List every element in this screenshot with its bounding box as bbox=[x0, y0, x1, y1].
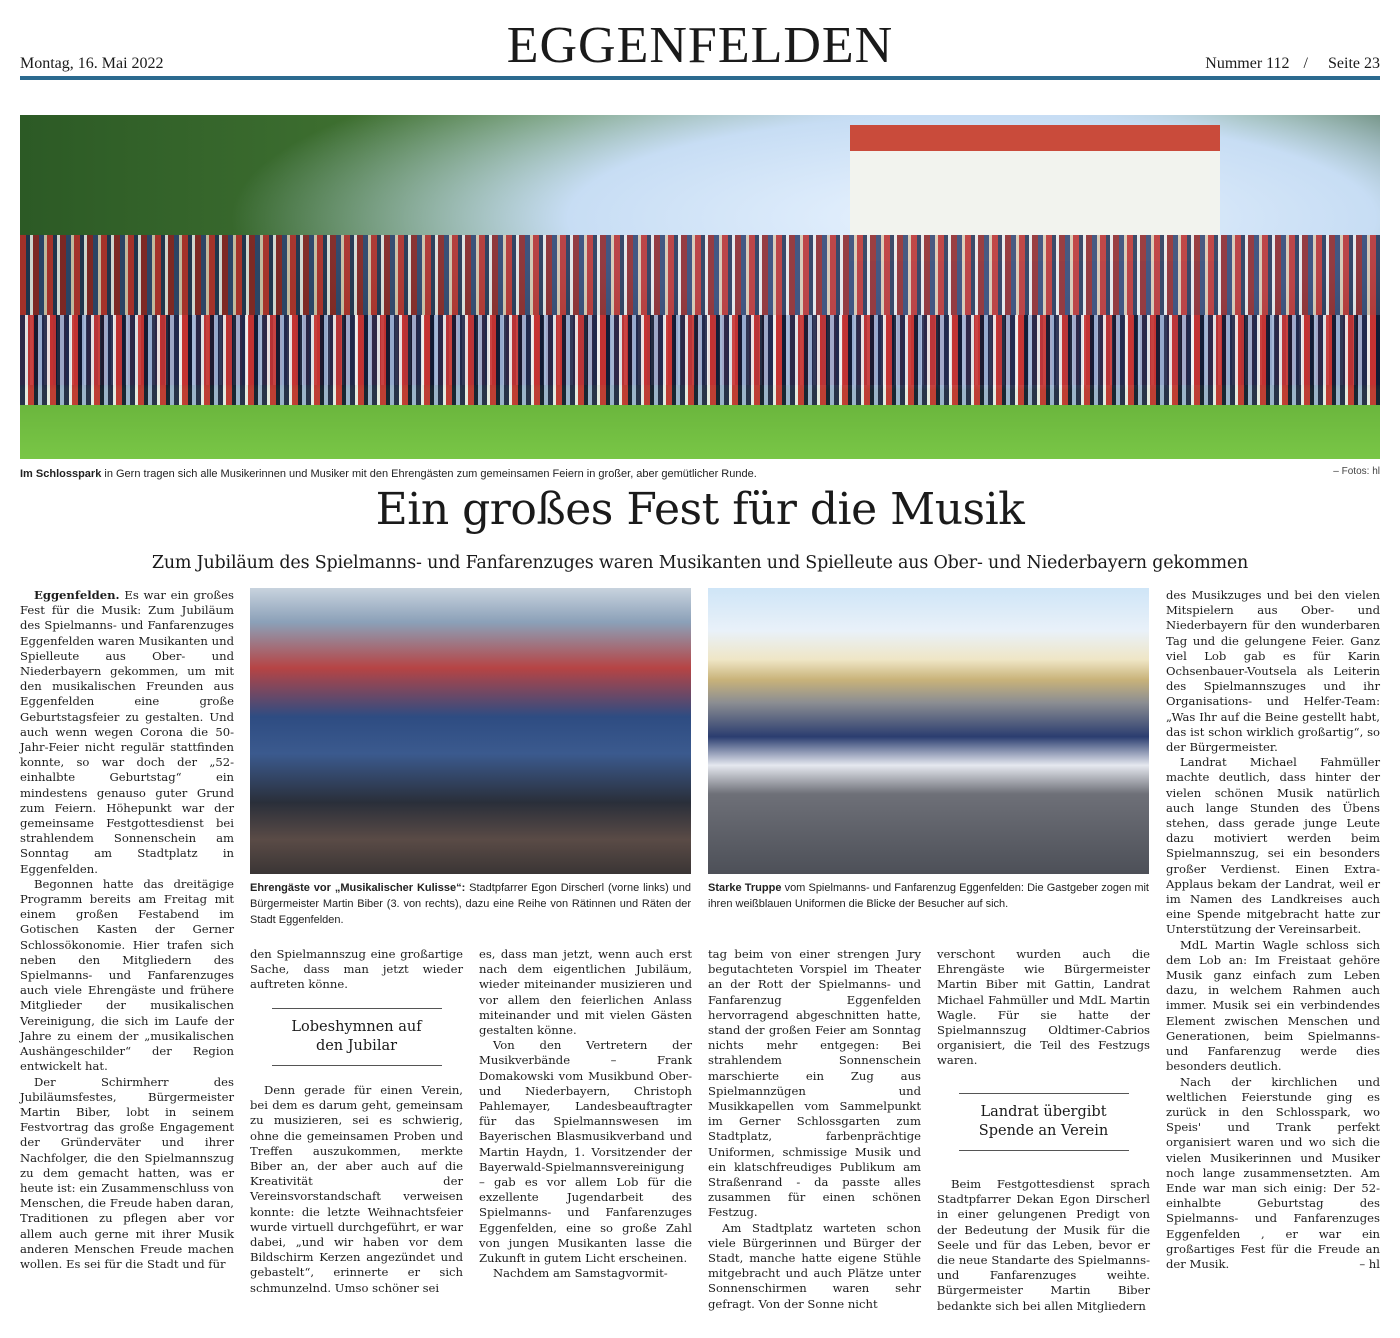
divider bbox=[959, 1150, 1129, 1151]
photo-b-caption-lead: Starke Truppe bbox=[708, 882, 782, 894]
masthead bbox=[20, 0, 1380, 80]
paragraph: Nachdem am Samstagvormit- bbox=[493, 1266, 668, 1281]
paragraph: tag beim von einer strengen Jury begutachteten Vorspiel im Theater an der Rott der Spielmanns- und Fanfarenzug Eggenfelden hervorragend abgeschnitten hatte, stand der großen Feier am Sonntag nichts mehr entgegen: Bei strahlendem Sonnenschein marschierte ein Zug aus Spielmannzügen und Musikkapellen vom Sammelpunkt im Gerner Schlossgarten zum Stadtplatz, farbenprächtige Uniformen, schmissige Musik und ein klatschfreudiges Publikum am Straßenrand - da passte alles zusammen für einen schönen Festzug. bbox=[708, 947, 921, 1220]
photo-a-caption bbox=[250, 880, 691, 928]
intertitle-line: den Jubilar bbox=[315, 1038, 398, 1054]
article-column-5-cont bbox=[937, 1177, 1150, 1314]
intertitle-text bbox=[937, 1094, 1150, 1150]
article-column-4 bbox=[708, 947, 921, 1312]
issue-number: Nummer 112 bbox=[1205, 55, 1290, 72]
main-photo-group-picture bbox=[20, 115, 1380, 459]
paragraph: MdL Martin Wagle schloss sich dem Lob an: Im Freistaat gehöre Musik ganz einfach zum Leben dazu, in welchem Rahmen auch immer. Musik sei ein verbindendes Element zwischen Menschen und Generationen, beim Spielmanns- und Fanfarenzug werde dies besonders deutlich. bbox=[1166, 937, 1380, 1074]
paragraph: Beim Festgottesdienst sprach Stadtpfarrer Dekan Egon Dirscherl in einer gelungenen Predigt von der Bedeutung der Musik für die Seele und für das Leben, bevor er die neue Standarte des Spielmanns- und Fanfarenzuges weihte. Bürgermeister Martin Biber bedankte sich bei allen Mitgliedern bbox=[937, 1177, 1150, 1313]
article-column-2-cont bbox=[250, 1083, 463, 1296]
photo-honored-guests bbox=[250, 588, 691, 874]
intertitle-line: Lobeshymnen auf bbox=[291, 1019, 422, 1035]
main-photo-caption bbox=[20, 466, 757, 482]
paragraph: Am Stadtplatz warteten schon viele Bürgerinnen und Bürger der Stadt, manche hatte eigene Stühle mitgebracht und auch Plätze unter Sonnenschirmen waren sehr gefragt. Von der Sonne nicht bbox=[708, 1220, 921, 1311]
issue-separator: / bbox=[1303, 55, 1308, 72]
article-column-1 bbox=[20, 588, 234, 1272]
photo-credit: – Fotos: hl bbox=[1333, 466, 1380, 477]
paragraph: des Musikzuges und bei den vielen Mitspielern aus Ober- und Niederbayern für den wunderbaren Tag und die gelungene Feier. Ganz viel Lob gab es für Karin Ochsenbauer-Voutsela als Leiterin des Spielmannszuges und ihr Organisations- und Helfer-Team: „Was Ihr auf die Beine gestellt habt, das ist schon wirklich großartig“, so der Bürgermeister. bbox=[1166, 588, 1380, 755]
dateline: Eggenfelden. bbox=[34, 588, 120, 602]
intertitle-line: Spende an Verein bbox=[978, 1123, 1109, 1139]
main-caption-lead: Im Schlosspark bbox=[20, 468, 102, 480]
photo-a-caption-lead: Ehrengäste vor „Musikalischer Kulisse“: bbox=[250, 882, 466, 894]
author-signature: – hl bbox=[1359, 1256, 1380, 1271]
intertitle-line: Landrat übergibt bbox=[980, 1104, 1107, 1120]
paragraph: den Spielmannszug eine großartige Sache, dass man jetzt wieder auftreten könne. bbox=[250, 947, 463, 992]
masthead-rule bbox=[20, 76, 1380, 80]
article-column-3 bbox=[479, 947, 692, 1281]
intertitle-2 bbox=[937, 1093, 1150, 1151]
paragraph: Der Schirmherr des Jubiläumsfestes, Bürgermeister Martin Biber, lobt in seinem Festvortrag das große Engagement der Gründerväter und ihrer Nachfolger, die den Spielmannszug zu dem gemacht hatten, was er heute ist: ein Zusammenschluss von Menschen, die Freude haben daran, Traditionen zu pflegen aber vor allem auch gerne mit ihrer Musik anderen Menschen Freude machen wollen. Es sei für die Stadt und für bbox=[20, 1074, 234, 1271]
paragraph: es, dass man jetzt, wenn auch erst nach dem eigentlichen Jubiläum, wieder miteinander musizieren und vor allem den feierlichen Anlass miteinander und mit vielen Gästen gestalten könne. bbox=[479, 947, 692, 1038]
divider bbox=[272, 1065, 442, 1066]
issue-info bbox=[1199, 55, 1380, 73]
newspaper-section-title: EGGENFELDEN bbox=[506, 17, 894, 74]
paragraph: Denn gerade für einen Verein, bei dem es darum geht, gemeinsam zu musizieren, sei es schwierig, ohne die gemeinsamen Proben und Treffen auszukommen, merkte Biber an, der aber auch auf die Kreativität der Vereinsvorstandschaft verweisen konnte: die letzte Weihnachtsfeier wurde virtuell durchgeführt, er war dabei, „und wir haben vor dem Bildschirm Kerzen angezündet und gebastelt“, erinnerte er sich schmunzelnd. Umso schöner sei bbox=[250, 1083, 463, 1295]
article-column-2 bbox=[250, 947, 463, 993]
paragraph-text: Es war ein großes Fest für die Musik: Zum Jubiläum des Spielmanns- und Fanfarenzuges Eggenfelden waren Musikanten und Spielleute aus Ober- und Niederbayern gekommen, um mit den musikalischen Freunden aus Eggenfelden eine große Geburtstagsfeier zu gestalten. Und auch wenn wegen Corona die 50-Jahr-Feier nicht regulär stattfinden konnte, so war doch der „52-einhalbte Geburtstag“ ein mindestens genauso guter Grund zum Feiern. Höhepunkt war der gemeinsame Festgottesdienst bei strahlendem Sonnenschein am Sonntag am Stadtplatz in Eggenfelden. bbox=[20, 588, 234, 876]
issue-date: Montag, 16. Mai 2022 bbox=[20, 55, 164, 72]
article-column-5 bbox=[937, 947, 1150, 1069]
paragraph: Von den Vertretern der Musikverbände – Frank Domakowski vom Musikbund Ober- und Niederbayern, Christoph Pahlemayer, Landesbeauftragter für das Spielmannswesen im Bayerischen Blasmusikverband und Martin Haydn, 1. Vorsitzender der Bayerwald-Spielmannsvereinigung – gab es vor allem Lob für die exzellente Jugendarbeit des Spielmanns- und Fanfarenzuges Eggenfelden, eine so große Zahl von jungen Musikanten lasse die Zukunft in gutem Licht erscheinen. bbox=[479, 1038, 692, 1266]
crowd-rows-front bbox=[20, 315, 1380, 405]
paragraph bbox=[20, 588, 234, 877]
paragraph: Begonnen hatte das dreitägige Programm bereits am Freitag mit einem großen Festabend im Gotischen Kasten der Gerner Schlossökonomie. Hier trafen sich neben den Mitgliedern des Spielmanns- und Fanfarenzuges auch viele Ehrengäste und frühere Mitglieder der musikalischen Vereinigung, die sich im Laufe der Jahre zu einem der „musikalischen Aushängeschilder“ der Region entwickelt hat. bbox=[20, 876, 234, 1074]
intertitle-1 bbox=[250, 1008, 463, 1066]
photo-marching-band bbox=[708, 588, 1149, 874]
photo-a-caption-text: Stadtpfarrer Egon Dirscherl (vorne links) und Bürgermeister Martin Biber (3. von rechts), dazu eine Reihe von Rätinnen und Räten der Stadt Eggenfelden. bbox=[250, 882, 691, 926]
paragraph: Landrat Michael Fahmüller machte deutlich, dass hinter der vielen schönen Musik natürlich auch lange Stunden des Übens stehen, dass gerade junge Leute dazu motiviert werden beim Spielmannszug, sei ein besonders großer Verdienst. Einen Extra-Applaus bekam der Landrat, weil er im Namen des Landkreises auch eine Spende mitgebracht hatte zur Unterstützung der Vereinsarbeit. bbox=[1166, 755, 1380, 937]
page-number: Seite 23 bbox=[1328, 55, 1380, 72]
article-headline: Ein großes Fest für die Musik bbox=[375, 484, 1025, 535]
photo-b-caption-text: vom Spielmanns- und Fanfarenzug Eggenfelden: Die Gastgeber zogen mit ihren weißblauen Uniformen die Blicke der Besucher auf sich. bbox=[708, 882, 1149, 910]
paragraph bbox=[1166, 1075, 1380, 1273]
main-caption-text: in Gern tragen sich alle Musikerinnen und Musiker mit den Ehrengästen zum gemeinsamen Feiern in großer, aber gemütlicher Runde. bbox=[101, 468, 757, 480]
paragraph-text: Nach der kirchlichen und weltlichen Feierstunde ging es zurück in den Schlosspark, wo Speis' und Trank perfekt organisiert waren und wo sich die vielen Musikerinnen und Musiker noch lange zusammensetzten. Am Ende war man sich einig: Der 52-einhalbte Geburtstag des Spielmanns- und Fanfarenzuges Eggenfelden , er war ein großartiges Fest für die Freude an der Musik. bbox=[1166, 1074, 1380, 1271]
paragraph: verschont wurden auch die Ehrengäste wie Bürgermeister Martin Biber mit Gattin, Landrat Michael Fahmüller und MdL Martin Wagle. Für sie hatte der Spielmannszug Oldtimer-Cabrios organisiert, die Teil des Festzugs waren. bbox=[937, 947, 1150, 1068]
article-subheadline: Zum Jubiläum des Spielmanns- und Fanfarenzuges waren Musikanten und Spielleute aus Ober- und Niederbayern gekommen bbox=[151, 553, 1249, 573]
article-column-6 bbox=[1166, 588, 1380, 1272]
photo-b-caption bbox=[708, 880, 1149, 912]
intertitle-text bbox=[250, 1009, 463, 1065]
